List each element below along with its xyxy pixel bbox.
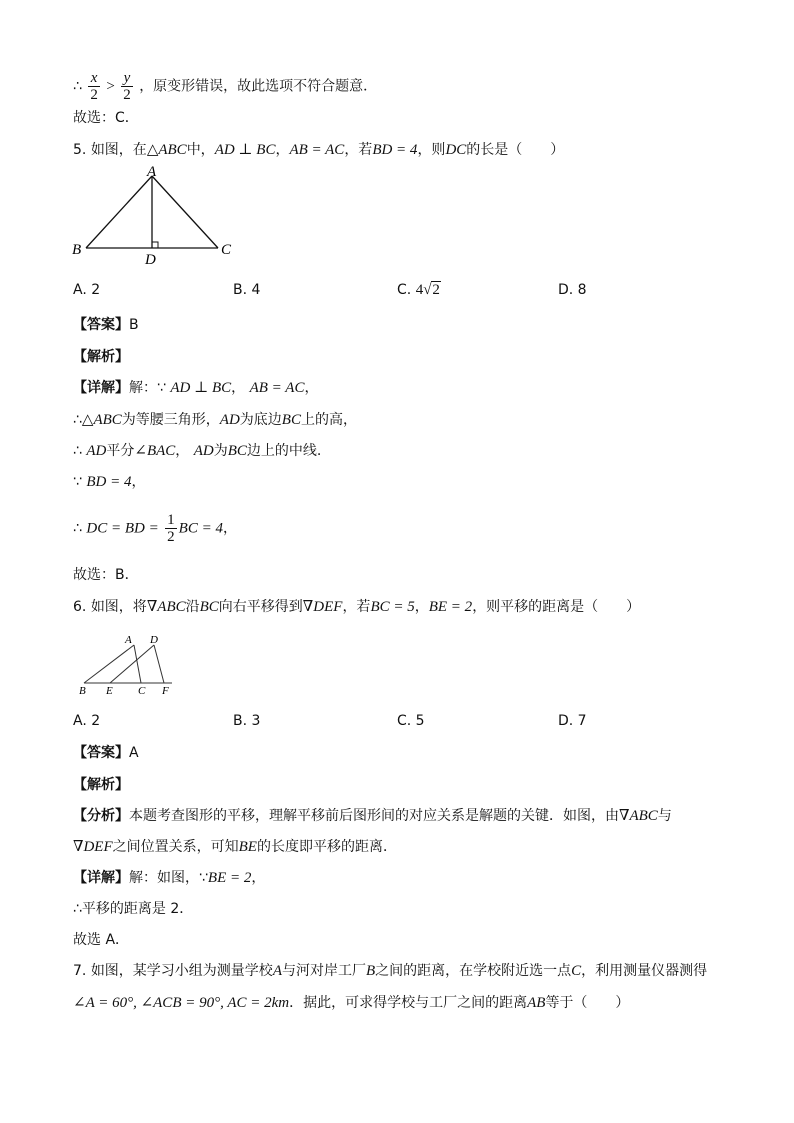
fraction-y-over-2: $\frac{y}{2}$: [123, 70, 131, 103]
q5-detail-line-2: ∴△ABC为等腰三角形，AD为底边BC上的高，: [73, 412, 357, 428]
q5-conclusion: 故选：B．: [73, 567, 139, 583]
segment-ac: [152, 176, 218, 248]
segment-ac: [134, 645, 141, 683]
label-E: E: [106, 685, 113, 697]
q6-option-a[interactable]: A. 2: [73, 713, 101, 729]
label-D: D: [145, 252, 156, 268]
q5-option-d[interactable]: D. 8: [558, 282, 587, 298]
question-5-figure: [68, 164, 248, 268]
q5-analysis-heading: 【解析】: [73, 349, 129, 365]
q5-answer: 【答案】B: [73, 317, 139, 333]
question-5-stem: 5. 如图，在△ABC中，AD ⊥ BC，AB = AC，若BD = 4，则DC的长是（ ）: [73, 142, 565, 158]
label-B: B: [79, 685, 86, 697]
fraction-x-over-2: $\frac{x}{2}$: [90, 70, 98, 103]
q6-conclusion: 故选 A．: [73, 932, 130, 948]
label-B: B: [72, 242, 82, 258]
question-7-stem-line-1: 7. 如图，某学习小组为测量学校A与河对岸工厂B之间的距离，在学校附近选一点C，利用测量仪器测得: [73, 963, 708, 979]
segment-df: [154, 645, 164, 683]
q6-analysis-heading: 【解析】: [73, 777, 129, 793]
label-F: F: [162, 685, 169, 697]
q6-fenxi-line-2: ∇DEF之间位置关系，可知BE的长度即平移的距离．: [73, 839, 397, 855]
q5-option-b[interactable]: B. 4: [233, 282, 261, 298]
q5-detail-line-1: 【详解】解：∵ AD ⊥ BC， AB = AC，: [73, 380, 319, 396]
prev-conclusion-line: ∴ $\frac{x}{2}$ > $\frac{y}{2}$ ，原变形错误，故此选项不符合题意．: [73, 70, 378, 103]
q6-answer: 【答案】A: [73, 745, 139, 761]
label-A: A: [125, 634, 132, 646]
q5-detail-line-3: ∴ AD平分∠BAC， AD为BC边上的中线.: [73, 443, 322, 459]
segment-ed: [110, 645, 154, 683]
question-6-figure: [72, 630, 192, 700]
q6-option-d[interactable]: D. 7: [558, 713, 587, 729]
question-7-stem-line-2: ∠A = 60°, ∠ACB = 90°, AC = 2km．据此，可求得学校与工厂之间的距离AB等于（ ）: [73, 995, 630, 1011]
label-C: C: [138, 685, 146, 697]
label-A: A: [147, 164, 157, 180]
prev-answer-line: 故选：C．: [73, 110, 139, 126]
q5-option-a[interactable]: A. 2: [73, 282, 101, 298]
q6-option-c[interactable]: C. 5: [397, 713, 425, 729]
q6-detail-line-1: 【详解】解：如图，∵BE = 2，: [73, 870, 266, 886]
segment-ab: [86, 176, 152, 248]
q6-detail-line-2: ∴平移的距离是 2．: [73, 901, 194, 917]
four-root-two: 4√2: [415, 282, 440, 298]
label-C: C: [221, 242, 232, 258]
q5-option-c[interactable]: C. 4√2: [397, 282, 440, 298]
q6-fenxi-line-1: 【分析】本题考查图形的平移，理解平移前后图形间的对应关系是解题的关键．如图，由∇ABC与: [73, 808, 672, 824]
segment-ba: [84, 645, 134, 683]
right-angle-mark: [152, 242, 158, 248]
q5-detail-line-5: ∴ DC = BD = $\frac{1}{2}$ BC = 4，: [73, 512, 237, 545]
q6-option-b[interactable]: B. 3: [233, 713, 261, 729]
q5-detail-line-4: ∵ BD = 4，: [73, 474, 146, 490]
fraction-one-half: $\frac{1}{2}$: [167, 512, 175, 545]
question-6-stem: 6. 如图，将∇ABC沿BC向右平移得到∇DEF，若BC = 5，BE = 2，则平移的距离是（ ）: [73, 599, 641, 615]
label-D: D: [150, 634, 158, 646]
